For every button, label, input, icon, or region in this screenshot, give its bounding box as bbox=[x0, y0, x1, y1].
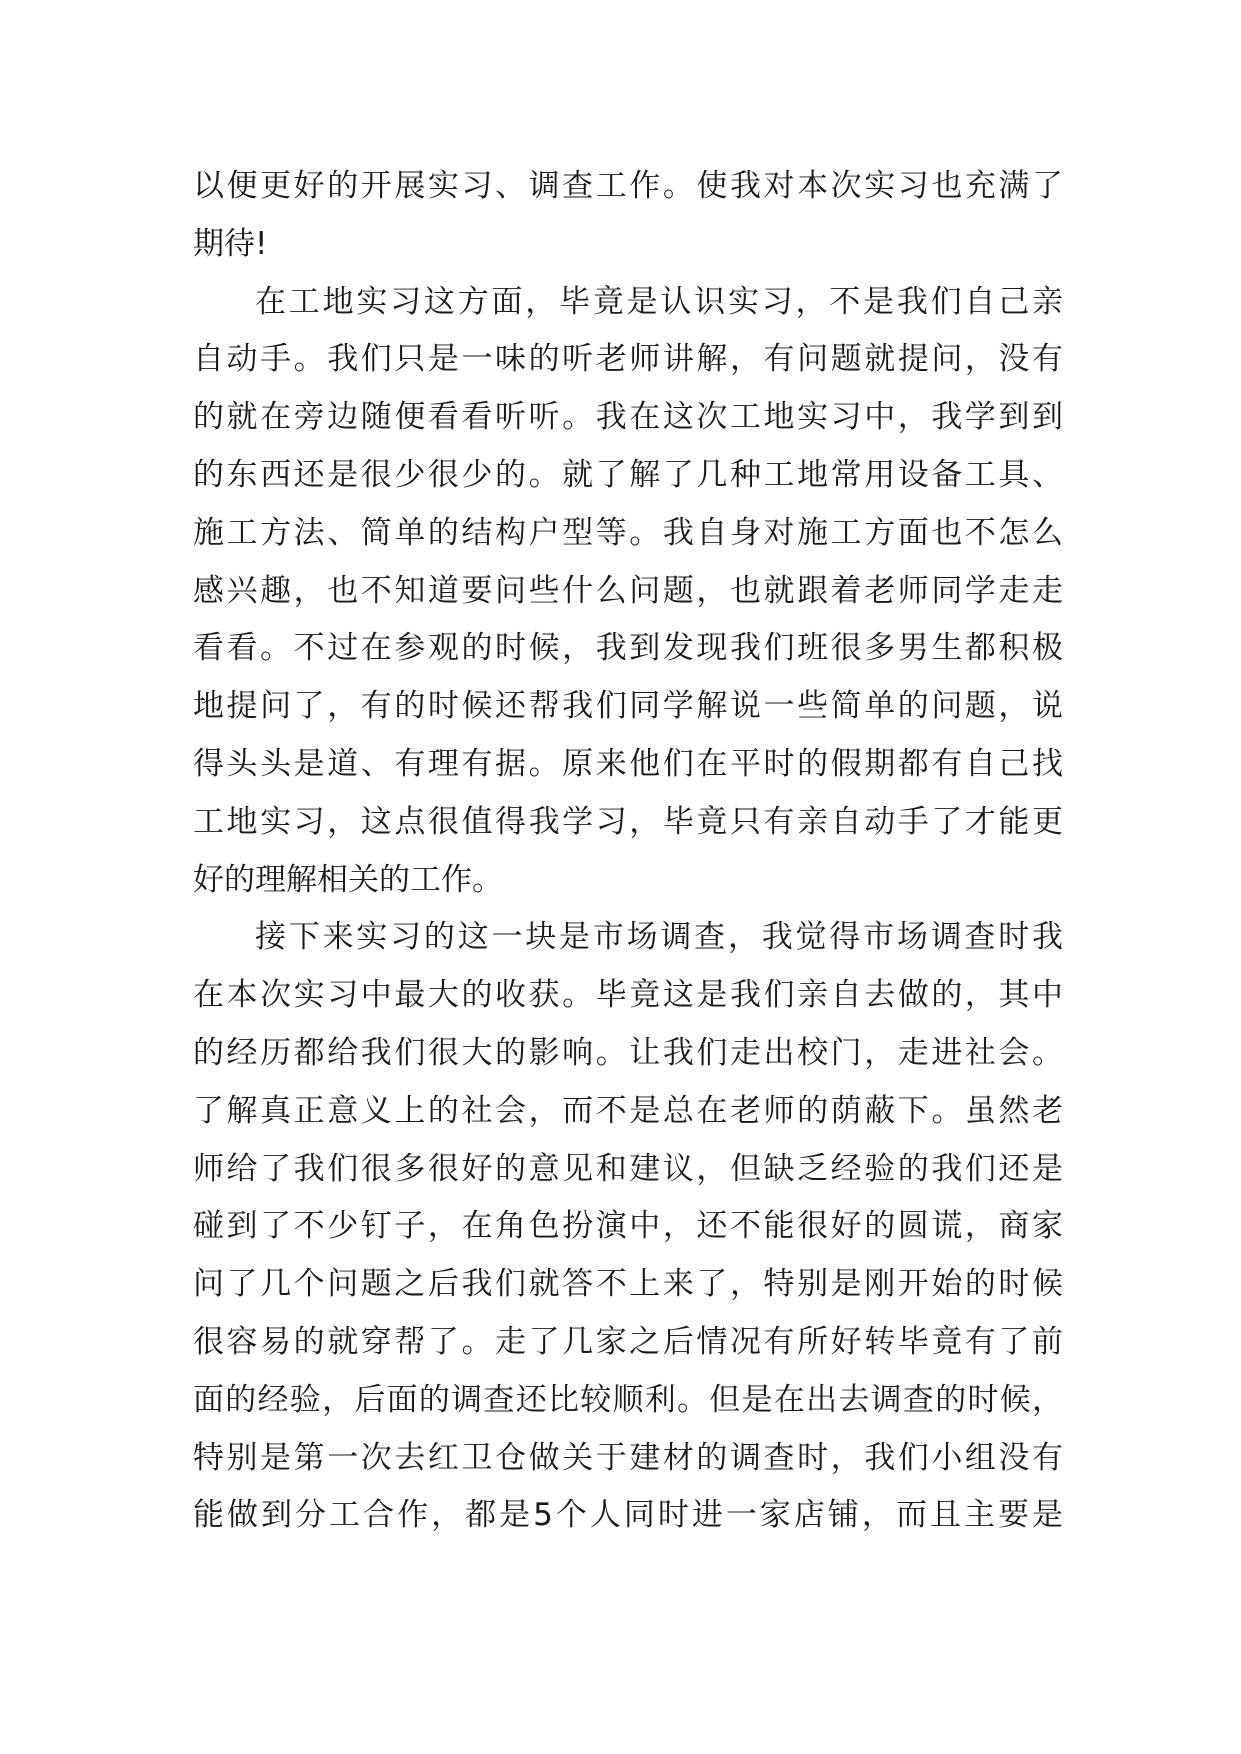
text-line: 很容易的就穿帮了。走了几家之后情况有所好转毕竟有了前 bbox=[193, 1323, 1063, 1360]
text-line: 问了几个问题之后我们就答不上来了，特别是刚开始的时候 bbox=[193, 1266, 1063, 1303]
text-line: 工地实习，这点很值得我学习，毕竟只有亲自动手了才能更 bbox=[193, 803, 1063, 840]
text-line-paragraph-start: 在工地实习这方面，毕竟是认识实习，不是我们自己亲 bbox=[255, 283, 1063, 320]
body-text bbox=[193, 158, 1063, 1545]
text-line: 的经历都给我们很大的影响。让我们走出校门，走进社会。 bbox=[193, 1034, 1063, 1071]
text-line: 看看。不过在参观的时候，我到发现我们班很多男生都积极 bbox=[193, 630, 1063, 667]
text-line: 特别是第一次去红卫仓做关于建材的调查时，我们小组没有 bbox=[193, 1439, 1063, 1476]
text-line: 在本次实习中最大的收获。毕竟这是我们亲自去做的，其中 bbox=[193, 977, 1063, 1014]
text-line: 面的经验，后面的调查还比较顺利。但是在出去调查的时候， bbox=[193, 1381, 1063, 1418]
text-line: 期待! bbox=[193, 225, 268, 262]
text-line: 感兴趣，也不知道要问些什么问题，也就跟着老师同学走走 bbox=[193, 572, 1063, 609]
text-line: 施工方法、简单的结构户型等。我自身对施工方面也不怎么 bbox=[193, 514, 1063, 551]
text-line: 以便更好的开展实习、调查工作。使我对本次实习也充满了 bbox=[193, 168, 1063, 204]
text-line: 了解真正意义上的社会，而不是总在老师的荫蔽下。虽然老 bbox=[193, 1092, 1063, 1129]
text-line: 的东西还是很少很少的。就了解了几种工地常用设备工具、 bbox=[193, 456, 1063, 493]
text-line: 地提问了，有的时候还帮我们同学解说一些简单的问题，说 bbox=[193, 688, 1063, 725]
text-line-paragraph-start: 接下来实习的这一块是市场调查，我觉得市场调查时我 bbox=[255, 919, 1063, 956]
text-line: 得头头是道、有理有据。原来他们在平时的假期都有自己找 bbox=[193, 745, 1063, 782]
text-line: 好的理解相关的工作。 bbox=[193, 861, 503, 898]
text-line: 碰到了不少钉子，在角色扮演中，还不能很好的圆谎，商家 bbox=[193, 1208, 1063, 1245]
text-line: 自动手。我们只是一味的听老师讲解，有问题就提问，没有 bbox=[193, 341, 1063, 378]
text-line: 能做到分工合作，都是5个人同时进一家店铺，而且主要是 bbox=[193, 1497, 1063, 1534]
text-line: 的就在旁边随便看看听听。我在这次工地实习中，我学到到 bbox=[193, 399, 1063, 436]
text-line: 师给了我们很多很好的意见和建议，但缺乏经验的我们还是 bbox=[193, 1150, 1063, 1187]
